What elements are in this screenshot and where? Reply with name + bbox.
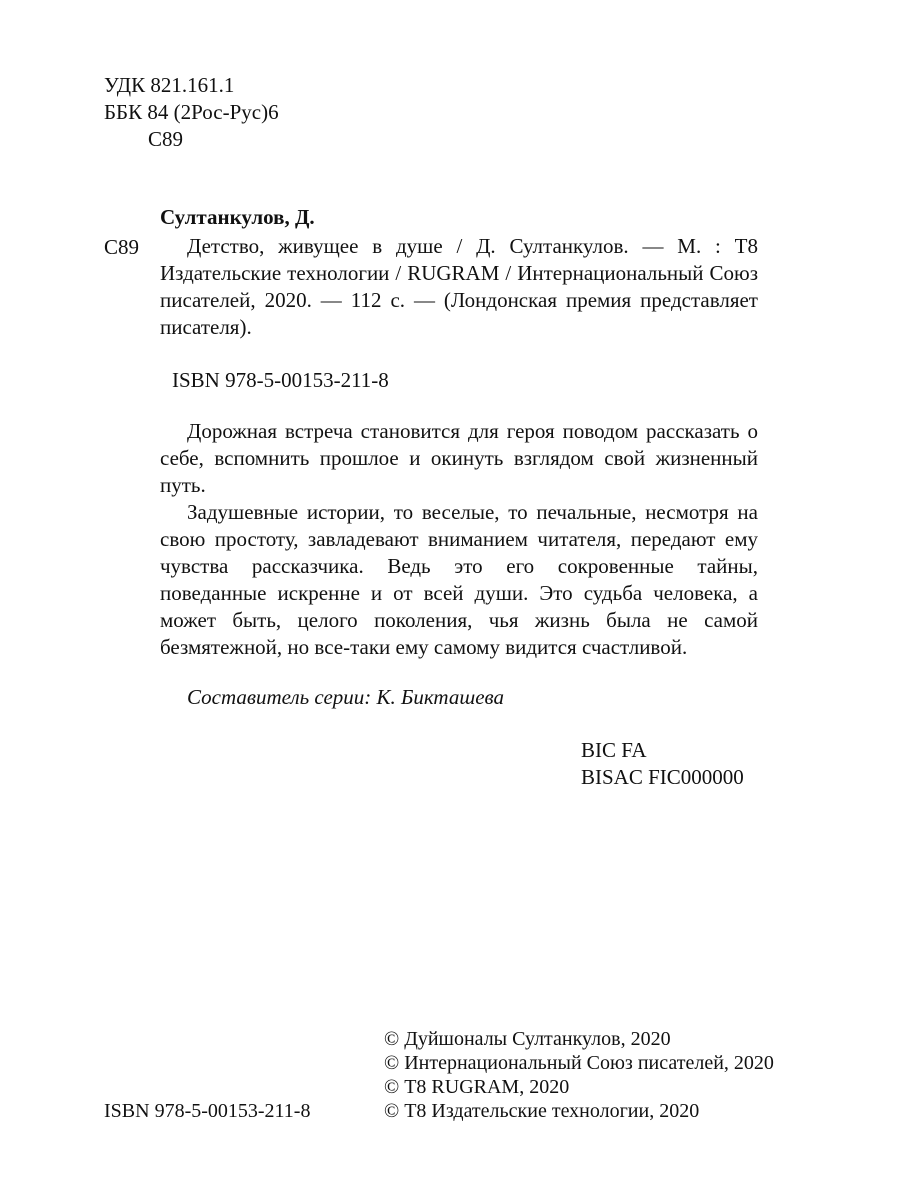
entry-sign: С89 [104,235,140,259]
copyright-line: © Т8 RUGRAM, 2020 [384,1076,570,1098]
copyright-line: © Дуйшоналы Султанкулов, 2020 [384,1028,671,1050]
bic-code: BIC FA [581,738,647,762]
copyright-block [384,1027,774,1123]
bbk-code: ББК 84 (2Рос-Рус)6 [104,100,279,124]
udk-code: УДК 821.161.1 [104,73,235,97]
footer-isbn: ISBN 978-5-00153-211-8 [104,1100,311,1122]
annotation-paragraph-2: Задушевные истории, то веселые, то печальные, несмотря на свою простоту, завладевают вниманием читателя, передают ему чувства рассказчика. Ведь это его сокровенные тайны, поведанные искренне и от всей души. Это судьба человека, а может быть, целого поколения, чья жизнь была не самой безмятежной, но все-таки ему самому видится счастливой. [160,500,758,659]
entry-author: Султанкулов, Д. [160,205,315,229]
bibliographic-description: Детство, живущее в душе / Д. Султанкулов. — М. : Т8 Издательские технологии / RUGRAM / Интернациональный Союз писателей, 2020. — 112 с. — (Лондонская премия представляет писателя). [160,234,758,339]
copyright-line: © Т8 Издательские технологии, 2020 [384,1100,700,1122]
bisac-code: BISAC FIC000000 [581,765,744,789]
series-compiler: Составитель серии: К. Бикташева [187,685,504,709]
annotation-paragraph-1: Дорожная встреча становится для героя поводом рассказать о себе, вспомнить прошлое и окинуть взглядом свой жизненный путь. [160,419,758,497]
isbn-main: ISBN 978-5-00153-211-8 [172,368,389,392]
entry-description [160,233,758,341]
copyright-line: © Интернациональный Союз писателей, 2020 [384,1052,774,1074]
annotation [160,418,758,661]
author-sign: С89 [148,127,184,151]
